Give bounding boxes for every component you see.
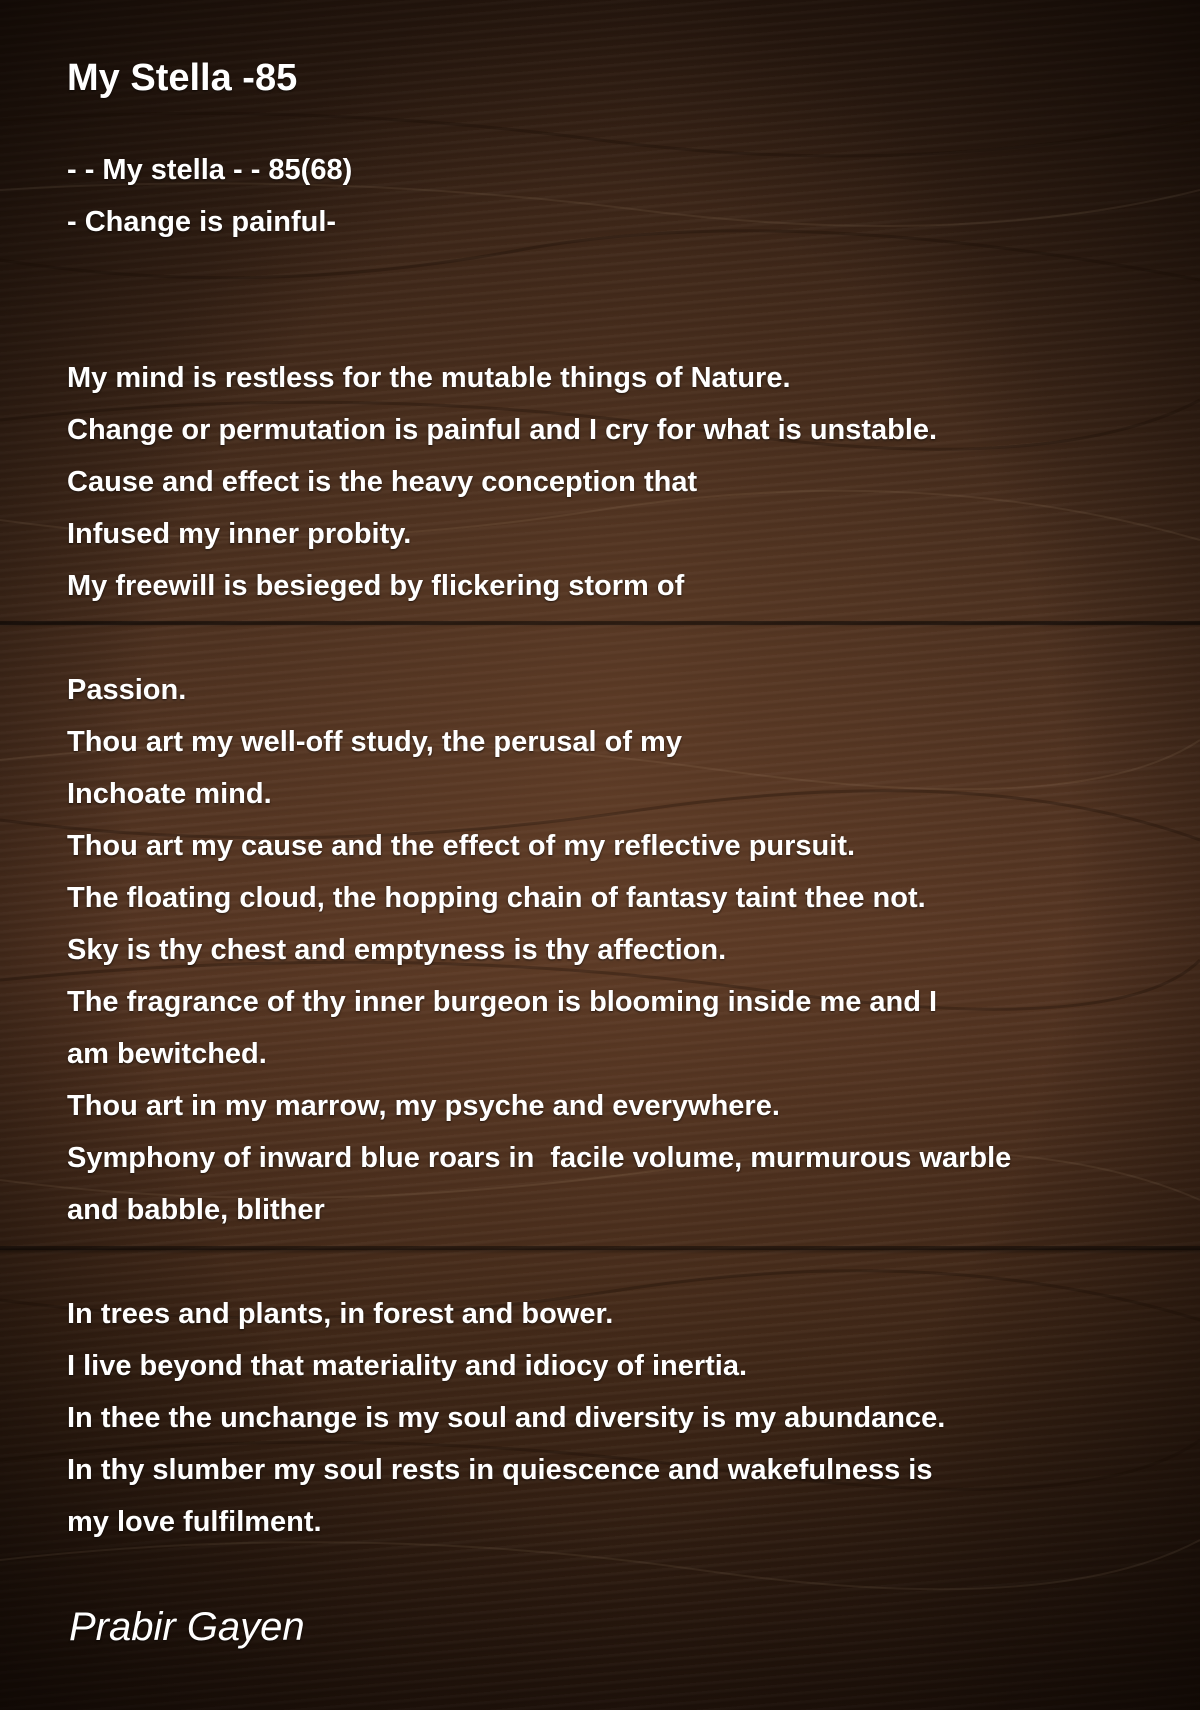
- poem-body: [67, 352, 1147, 1548]
- poem-author: Prabir Gayen: [69, 1605, 305, 1649]
- poem-line: Thou art in my marrow, my psyche and everywhere.: [67, 1090, 780, 1122]
- poem-line: Passion.: [67, 674, 187, 706]
- poem-line: [67, 612, 1147, 664]
- poem-line: Thou art my well-off study, the perusal of my: [67, 726, 682, 758]
- poem-line: I live beyond that materiality and idiocy of inertia.: [67, 1350, 748, 1382]
- poem-title: My Stella -85: [67, 57, 298, 99]
- poem-line: Change or permutation is painful and I cry for what is unstable.: [67, 414, 938, 446]
- poem-line: My freewill is besieged by flickering storm of: [67, 570, 685, 602]
- poem-line: Inchoate mind.: [67, 778, 272, 810]
- poem-line: am bewitched.: [67, 1038, 267, 1070]
- poem-line: Sky is thy chest and emptyness is thy affection.: [67, 934, 727, 966]
- poem-line: In trees and plants, in forest and bower.: [67, 1298, 614, 1330]
- poem-line: The floating cloud, the hopping chain of fantasy taint thee not.: [67, 882, 926, 914]
- poem-line: In thee the unchange is my soul and diversity is my abundance.: [67, 1402, 946, 1434]
- poem-line: My mind is restless for the mutable things of Nature.: [67, 362, 791, 394]
- poem-line: In thy slumber my soul rests in quiescence and wakefulness is: [67, 1454, 933, 1486]
- subtitle-line: - - My stella - - 85(68): [67, 154, 353, 186]
- poem-line: my love fulfilment.: [67, 1506, 322, 1538]
- poem-line: The fragrance of thy inner burgeon is blooming inside me and I: [67, 986, 938, 1018]
- poem-line: Symphony of inward blue roars in facile volume, murmurous warble: [67, 1142, 1012, 1174]
- poem-line: Cause and effect is the heavy conception that: [67, 466, 698, 498]
- poem-line: [67, 1236, 1147, 1288]
- poem-line: Infused my inner probity.: [67, 518, 412, 550]
- poem-container: [67, 52, 1147, 1548]
- poem-line: and babble, blither: [67, 1194, 325, 1226]
- poem-subtitle: [67, 144, 1147, 248]
- subtitle-line: - Change is painful-: [67, 206, 337, 238]
- poem-line: Thou art my cause and the effect of my reflective pursuit.: [67, 830, 856, 862]
